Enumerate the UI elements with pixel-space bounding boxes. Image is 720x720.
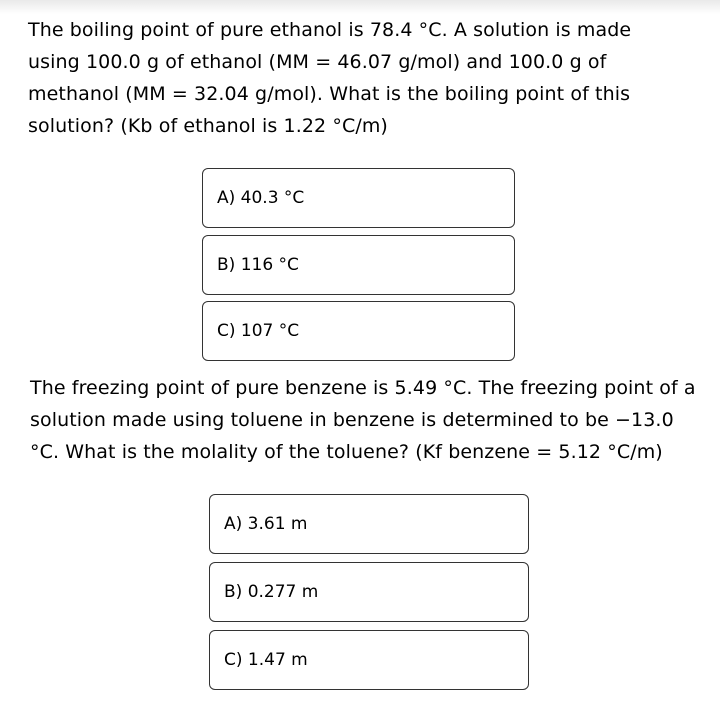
q2-option-b[interactable]	[209, 562, 529, 622]
q1-option-b[interactable]	[202, 235, 515, 295]
q1-option-a-label: A) 40.3 °C	[217, 188, 305, 208]
q2-option-a[interactable]	[209, 494, 529, 554]
q1-option-a[interactable]	[202, 168, 515, 228]
question-2-text: The freezing point of pure benzene is 5.49 °C. The freezing point of a solution made using toluene in benzene is determined to be −13.0 °C. What is the molality of the toluene? (Kf benzene = 5.12 °C/m)	[30, 377, 696, 463]
q1-option-b-label: B) 116 °C	[217, 255, 299, 275]
q2-option-c-label: C) 1.47 m	[224, 650, 308, 670]
q1-option-c[interactable]	[202, 301, 515, 361]
q2-option-a-label: A) 3.61 m	[224, 514, 308, 534]
question-card-2	[0, 360, 720, 684]
q2-option-c[interactable]	[209, 630, 529, 690]
q1-option-c-label: C) 107 °C	[217, 321, 300, 341]
question-card-1	[0, 0, 720, 341]
question-1-text: The boiling point of pure ethanol is 78.4 °C. A solution is made using 100.0 g of ethanol (MM = 46.07 g/mol) and 100.0 g of methanol (MM = 32.04 g/mol). What is the boiling point of this solution? (Kb of ethanol is 1.22 °C/m)	[28, 19, 632, 137]
q2-option-b-label: B) 0.277 m	[224, 582, 319, 602]
